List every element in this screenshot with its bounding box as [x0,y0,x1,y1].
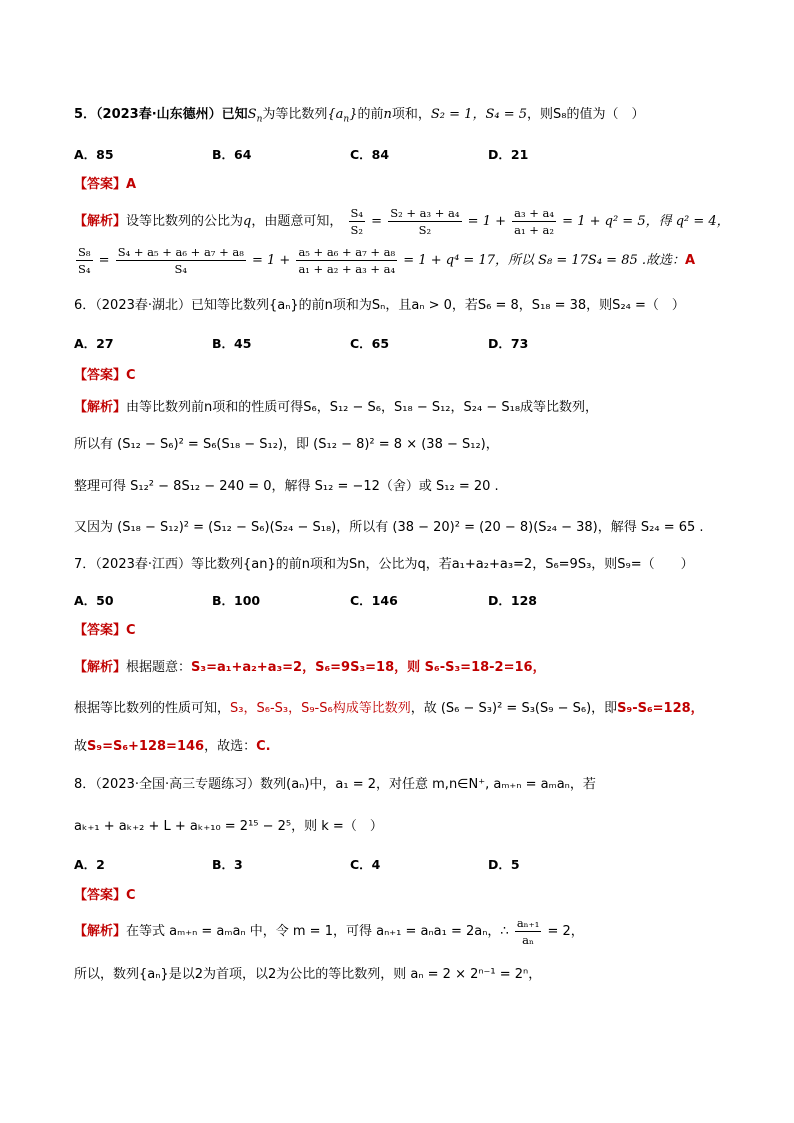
q7-analysis-line1: 【解析】根据题意：S₃=a₁+a₂+a₃=2，S₆=9S₃=18，则 S₆-S₃=18-2=16， [74,660,546,675]
q5-option-c[interactable]: C．84 [350,147,390,162]
q5-fraction-s8-s4: $\frac{\text{S₈}}{\text{S₄}}$ [78,245,91,276]
q8-options [74,855,674,873]
q8-stem-line2: aₖ₊₁ + aₖ₊₂ + L + aₖ₊₁₀ = 2¹⁵ − 2⁵，则 k =（ ） [74,819,383,834]
q8-option-a[interactable]: A．2 [74,857,105,872]
q8-option-b[interactable]: B．3 [212,857,243,872]
q8-analysis-line2: 所以，数列{aₙ}是以2为首项，以2为公比的等比数列，则 aₙ = 2 × 2ⁿ⁻¹ = 2ⁿ， [74,967,542,982]
q6-answer: 【答案】C [74,368,136,383]
q6-option-b[interactable]: B．45 [212,336,252,351]
q8-analysis-line1: 【解析】在等式 aₘ₊ₙ = aₘaₙ 中，令 m = 1，可得 aₙ₊₁ = aₙa₁ = 2aₙ，∴ $\frac{\text{aₙ₊₁}}{\text{aₙ}}$ = 2， [74,916,584,947]
q6-analysis-line1: 【解析】由等比数列前n项和的性质可得S₆，S₁₂ − S₆，S₁₈ − S₁₂，S₂₄ − S₁₈成等比数列， [74,400,599,415]
q5-analysis-line1: 【解析】设等比数列的公比为q，由题意可知， $\frac{\text{S₄}}{\text{S₂}}$ = $\frac{\text{S₂ + a₃ + a₄}}{\text{S₂}}$ = 1 + $\frac{\text{a₃ + a₄}}{\text{a₁ + a₂}}$ = 1 + q² = 5，得 q² = 4， [74,206,730,237]
q7-analysis-line2: 根据等比数列的性质可知，S₃，S₆-S₃，S₉-S₆构成等比数列，故 (S₆ − S₃)² = S₃(S₉ − S₆)，即S₉-S₆=128， [74,701,704,716]
q5-fraction-ratio: $\frac{\text{a₃ + a₄}}{\text{a₁ + a₂}}$ [514,206,555,237]
q8-option-c[interactable]: C．4 [350,857,381,872]
q5-fraction-sum2: $\frac{\text{S₄ + a₅ + a₆ + a₇ + a₈}}{\text{S₄}}$ [117,245,244,276]
q7-options [74,591,674,609]
q5-option-b[interactable]: B．64 [212,147,252,162]
q6-options [74,334,674,352]
q6-option-d[interactable]: D．73 [488,336,529,351]
q8-stem-line1: 8．（2023·全国·高三专题练习）数列(aₙ)中，a₁ = 2，对任意 m,n∈N⁺, aₘ₊ₙ = aₘaₙ，若 [74,777,596,792]
q5-option-a[interactable]: A．85 [74,147,114,162]
q6-option-a[interactable]: A．27 [74,336,114,351]
q6-analysis-line2: 所以有 (S₁₂ − S₆)² = S₆(S₁₈ − S₁₂)，即 (S₁₂ − 8)² = 8 × (38 − S₁₂)， [74,437,499,452]
q6-option-c[interactable]: C．65 [350,336,390,351]
q5-fraction-sum: $\frac{\text{S₂ + a₃ + a₄}}{\text{S₂}}$ [390,206,460,237]
q8-answer: 【答案】C [74,888,136,903]
q8-fraction-ratio: $\frac{\text{aₙ₊₁}}{\text{aₙ}}$ [516,916,540,947]
q8-option-d[interactable]: D．5 [488,857,520,872]
q7-analysis-line3: 故S₉=S₆+128=146，故选：C. [74,739,271,754]
q7-option-b[interactable]: B．100 [212,593,261,608]
q6-stem: 6．（2023春·湖北）已知等比数列{aₙ}的前n项和为Sₙ，且aₙ > 0，若S₆ = 8，S₁₈ = 38，则S₂₄ =（ ） [74,298,685,313]
q7-answer: 【答案】C [74,623,136,638]
q7-stem: 7．（2023春·江西）等比数列{an}的前n项和为Sn，公比为q，若a₁+a₂+a₃=2，S₆=9S₃，则S₉=（ ） [74,557,694,572]
q7-option-c[interactable]: C．146 [350,593,398,608]
q5-analysis-line2: $\frac{\text{S₈}}{\text{S₄}}$ = $\frac{\text{S₄ + a₅ + a₆ + a₇ + a₈}}{\text{S₄}}$ = 1 + $\frac{\text{a₅ + a₆ + a₇ + a₈}}{\text{a₁ + a₂ + a₃ + a₄}}$ = 1 + q⁴ = 17，所以 S₈ = 17S₄ = 85 .故选：A [78,245,696,276]
q5-options [74,145,674,163]
q5-option-d[interactable]: D．21 [488,147,529,162]
q6-analysis-line3: 整理可得 S₁₂² − 8S₁₂ − 240 = 0，解得 S₁₂ = −12（舍）或 S₁₂ = 20 . [74,479,499,494]
q6-analysis-line4: 又因为 (S₁₈ − S₁₂)² = (S₁₂ − S₆)(S₂₄ − S₁₈)，所以有 (38 − 20)² = (20 − 8)(S₂₄ − 38)，解得 S₂₄ = 65 . [74,520,704,535]
q5-fraction-s4-s2: $\frac{\text{S₄}}{\text{S₂}}$ [350,206,364,237]
q7-option-a[interactable]: A．50 [74,593,114,608]
q5-stem: 5．（2023春·山东德州）已知$S_n$为等比数列$\{a_n\}$的前n项和，S₂ = 1，S₄ = 5，则S₈的值为（ ） [74,107,645,125]
q7-option-d[interactable]: D．128 [488,593,537,608]
q5-fraction-ratio2: $\frac{\text{a₅ + a₆ + a₇ + a₈}}{\text{a₁ + a₂ + a₃ + a₄}}$ [298,245,396,276]
q5-answer: 【答案】A [74,177,137,192]
